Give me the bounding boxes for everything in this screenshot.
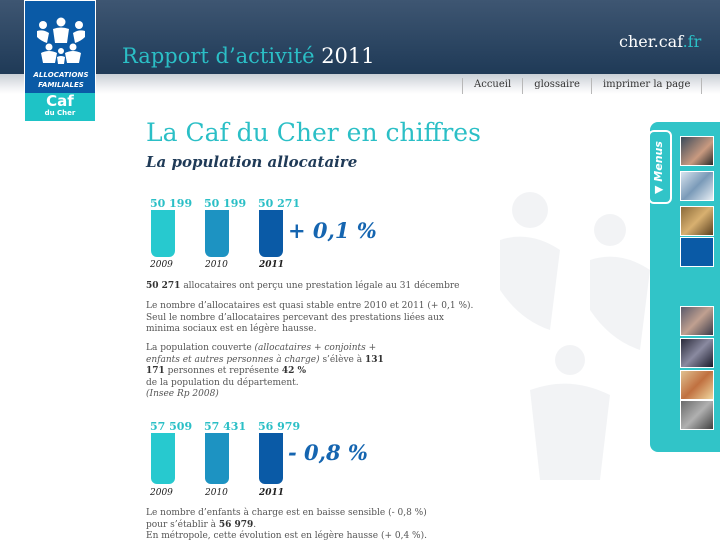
report-title [122,44,375,68]
p3-italic: personnes à charge) [226,354,320,365]
site-url-tld: .fr [682,32,702,51]
chart2-value-label: 57 509 [150,420,193,433]
p4-line [146,520,427,532]
chart1-year-label: 2009 [150,260,173,270]
p2-line: Seul le nombre d’allocataires percevant des prestations liées aux [146,312,444,323]
site-url-main: cher.caf [619,32,683,51]
chart1-year-label: 2011 [259,260,285,270]
report-title-text: Rapport d’activité [122,44,315,68]
nav-imprimer-link[interactable]: imprimer la page [591,78,702,94]
chart1-year-label: 2010 [205,260,228,270]
top-navigation [462,78,702,94]
section-subtitle: La population allocataire [146,153,358,171]
menu-thumb-caf-logo[interactable] [680,237,714,267]
chart1-bar-2010 [205,210,229,257]
paragraph-stability [146,301,473,336]
menus-label: ▼ Menus [652,141,665,194]
menu-thumb-photo[interactable] [680,206,714,236]
chart1-bar-2011 [259,210,283,257]
p4-line: Le nombre d’enfants à charge est en baisse sensible (- 0,8 %) [146,508,427,518]
logo-caf-text: Caf [46,92,74,110]
p3-text: personnes et représente [164,366,282,376]
chart1-bar-2009 [151,210,175,257]
nav-glossaire-link[interactable]: glossaire [522,78,591,94]
p4-text: pour s’établir à [146,519,219,530]
caf-family-logo-icon [35,17,87,65]
logo-line-familiales: FAMILIALES [38,81,84,89]
p1-number: 50 271 [146,281,181,291]
p4-text: . [253,519,257,530]
chart2-year-label: 2011 [259,488,285,498]
chart2-year-label: 2009 [150,488,173,498]
chart2-change-label: - 0,8 % [288,440,368,465]
chart2-bar-2009 [151,433,175,484]
logo-du-cher-text: du Cher [44,109,76,117]
chart2-value-label: 57 431 [204,420,247,433]
chart2-value-label: 56 979 [258,420,301,433]
p4-number: 56 979 [218,519,254,530]
paragraph-population [146,343,396,401]
chart2-year-label: 2010 [205,488,228,498]
family-watermark-graphic [470,190,670,490]
caf-logo[interactable] [24,0,96,122]
chart1-change-label: + 0,1 % [288,218,377,243]
menu-thumb-photo[interactable] [680,171,714,201]
report-year: 2011 [321,44,375,68]
menu-thumb-photo[interactable] [680,338,714,368]
p3-italic: (allocataires + conjoints + enfants et autres [146,343,377,365]
p3-text: s’élève à [319,354,365,365]
paragraph-allocataires [146,281,459,293]
chart1-value-label: 50 199 [150,197,193,210]
menu-thumb-photo[interactable] [680,136,714,166]
chart2-bar-2010 [205,433,229,484]
chart1-value-label: 50 271 [258,197,301,210]
p3-number: 131 171 [146,354,384,376]
p3-source: (Insee Rp 2008) [146,389,219,399]
page-title: La Caf du Cher en chiffres [146,118,481,147]
menu-thumb-photo[interactable] [680,370,714,400]
p3-text: de la population du département. [146,377,299,388]
menu-thumb-photo[interactable] [680,306,714,336]
p4-line: En métropole, cette évolution est en légère hausse (+ 0,4 %). [146,531,427,541]
p3-percent: 42 % [281,366,307,376]
menus-toggle-button[interactable] [648,130,672,204]
chart2-bar-2011 [259,433,283,484]
site-url[interactable] [619,32,701,51]
nav-accueil-link[interactable]: Accueil [462,78,522,94]
p1-text: allocataires ont perçu une prestation légale au 31 décembre [180,281,460,291]
menu-thumb-photo[interactable] [680,400,714,430]
chart1-value-label: 50 199 [204,197,247,210]
p2-line: minima sociaux est en légère hausse. [146,324,317,334]
paragraph-enfants [146,508,427,543]
p2-line: Le nombre d’allocataires est quasi stable entre 2010 et 2011 (+ 0,1 %). [146,301,474,311]
p3-text: La population couverte [146,343,255,353]
logo-line-allocations: ALLOCATIONS [33,71,89,79]
